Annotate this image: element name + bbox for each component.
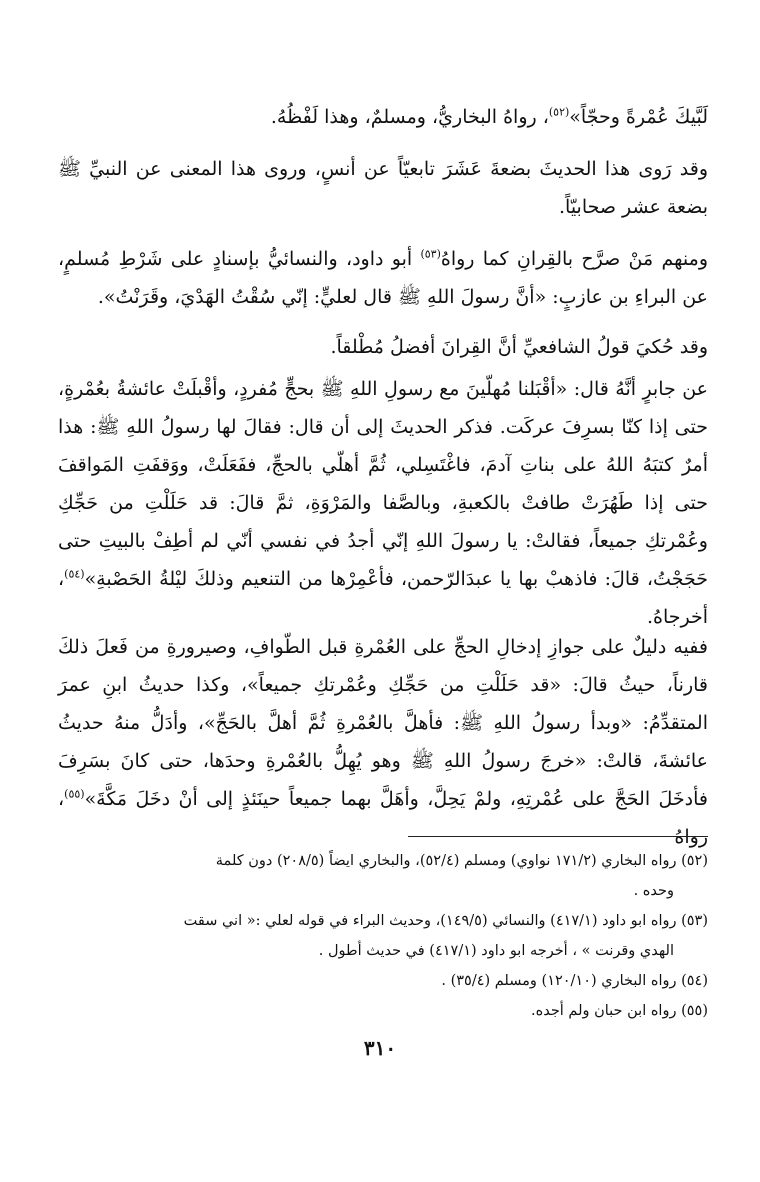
footnote-ref-52[interactable]: (٥٢) bbox=[548, 105, 570, 119]
footnote-52 bbox=[48, 846, 708, 906]
footnote-ref-55[interactable]: (٥٥) bbox=[64, 787, 85, 801]
paragraph-1 bbox=[58, 98, 708, 136]
footnote-ref-54[interactable]: (٥٤) bbox=[64, 567, 85, 581]
footnote-53 bbox=[48, 906, 708, 966]
paragraph-5 bbox=[58, 370, 708, 636]
paragraph-5-text: عن جابرٍ أنَّهُ قال: «أقْبَلنا مُهلّينَ مع رسولِ اللهِ ﷺ بحجٍّ مُفردٍ، وأقْبلَتْ عائشةُ بعُمْرةٍ، حتى إذا كنّا بسرِفَ عركَت. فذكر الحديثَ إلى أن قال: فقالَ لها رسولُ اللهِ ﷺ: هذا أمرٌ كتبَهُ اللهُ على بناتِ آدمَ، فاغْتَسِلي، ثُمَّ أهلّي بالحجِّ، ففَعَلَتْ، ووَقفَتِ المَواقفَ حتى إذا طَهُرَتْ طافتْ بالكعبةِ، وبالصَّفا والمَرْوَةِ، ثمَّ قالَ: قد حَلَلْتِ من حَجِّكِ وعُمْرتكِ جميعاً، فقالتْ: يا رسولَ اللهِ إنّي أجدُ في نفسي أنّي لم أطِفْ بالبيتِ حتى حَجَجْتُ، قالَ: فاذهبْ بها يا عبدَالرّحمن، فأعْمِرْها من التنعيم وذلكَ ليْلةُ الحَصْبةِ» bbox=[58, 378, 708, 590]
paragraph-1-tail: ، رواهُ البخاريُّ، ومسلمٌ، وهذا لَفْظُهُ. bbox=[270, 106, 549, 128]
footnote-53-line-2: الهدي وقرنت » ، أخرجه ابو داود (٤١٧/١) في حديث أطول . bbox=[318, 943, 674, 959]
footnote-ref-53[interactable]: (٥٣) bbox=[420, 247, 441, 261]
page-number: ٣١٠ bbox=[363, 1036, 397, 1060]
footnote-52-line-1: (٥٢) رواه البخاري (١٧١/٢ نواوي) ومسلم (٥٢/٤)، والبخاري ايضاً (٢٠٨/٥) دون كلمة bbox=[215, 853, 708, 869]
footnote-53-line-1: (٥٣) رواه ابو داود (٤١٧/١) والنسائي (١٤٩/٥)، وحديث البراء في قوله لعلي :« اني سقت bbox=[183, 913, 708, 929]
footnotes-list bbox=[48, 846, 708, 1026]
paragraph-3-text-b: أبو داود، والنسائيُّ بإسنادٍ على شَرْطِ مُسلمٍ، عن البراءِ بن عازبٍ: «أنَّ رسولَ اللهِ ﷺ قال لعليٍّ: إنّي سُقْتُ الهَدْيَ، وقَرَنْتُ». bbox=[58, 248, 708, 308]
paragraph-2: وقد رَوى هذا الحديثَ بضعةَ عَشَرَ تابعيّاً عن أنسٍ، وروى هذا المعنى عن النبيِّ ﷺ بضعة عشر صحابيّاً. bbox=[58, 158, 708, 218]
paragraph-3 bbox=[58, 240, 708, 316]
footnote-divider bbox=[408, 836, 708, 837]
paragraph-4: وقد حُكيَ قولُ الشافعيِّ أنَّ القِرانَ أفضلُ مُطْلقاً. bbox=[330, 336, 708, 358]
paragraph-3-text-a: ومنهم مَنْ صرَّح بالقِرانِ كما رواهُ bbox=[440, 248, 708, 270]
footnote-55 bbox=[48, 996, 708, 1026]
footnote-54-line-1: (٥٤) رواه البخاري (١٢٠/١٠) ومسلم (٣٥/٤) . bbox=[441, 973, 708, 989]
paragraph-1-text: لَبَّيكَ عُمْرةً وحجّاً» bbox=[569, 106, 708, 128]
paragraph-6 bbox=[58, 628, 708, 856]
paragraph-5-tail: ، أخرجاهُ. bbox=[58, 568, 708, 628]
paragraph-6-text: ففيه دليلٌ على جوازِ إدخالِ الحجِّ على العُمْرةِ قبل الطّوافِ، وصيرورةِ من فَعلَ ذلكَ قارناً، حيثُ قالَ: «قد حَلَلْتِ من حَجِّكِ وعُمْرتكِ جميعاً»، وكذا حديثُ ابنِ عمرَ المتقدِّمُ: «وبدأ رسولُ اللهِ ﷺ: فأهلَّ بالعُمْرةِ ثُمَّ أهلَّ بالحَجِّ»، وأدَلُّ منهُ حديثُ عائشةَ، قالتْ: «خرجَ رسولُ اللهِ ﷺ وهو يُهِلُّ بالعُمْرةِ وحدَها، حتى كانَ بسَرِفَ فأدخَلَ الحَجَّ على عُمْرتِهِ، ولمْ يَحِلَّ، وأهَلَّ بهما جميعاً حينَئذٍ إلى أنْ دخَلَ مَكَّةَ» bbox=[58, 636, 708, 810]
footnote-54 bbox=[48, 966, 708, 996]
footnote-52-line-2: وحده . bbox=[633, 883, 674, 899]
footnote-55-line-1: (٥٥) رواه ابن حبان ولم أجده. bbox=[531, 1003, 708, 1019]
paragraph-6-tail: ، رواهُ bbox=[58, 788, 708, 848]
